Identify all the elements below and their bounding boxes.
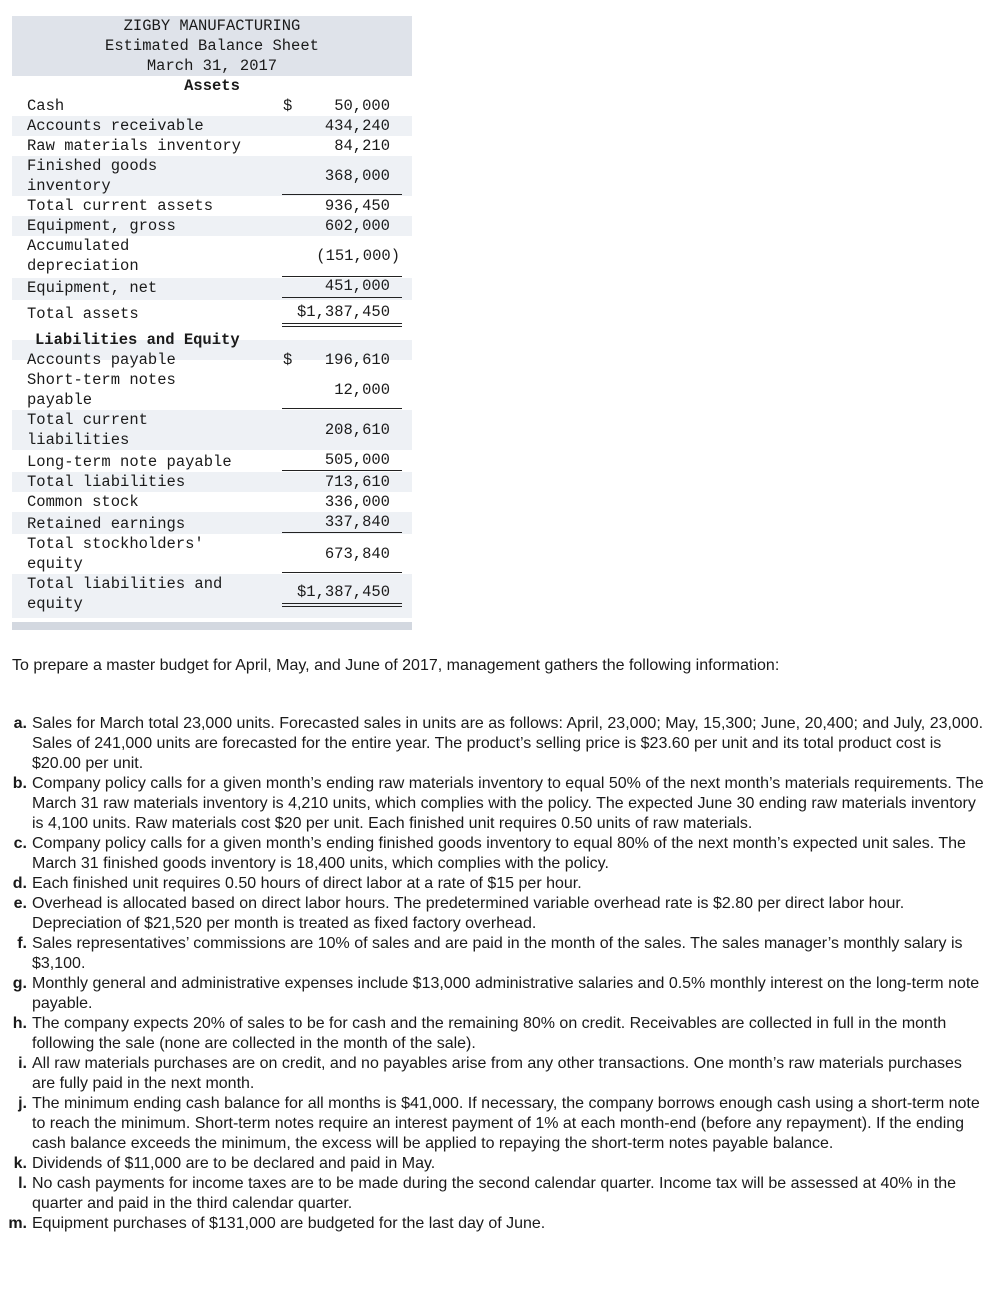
dollar-sign: $ xyxy=(283,351,293,369)
accounts-receivable-label: Accounts receivable xyxy=(27,117,204,135)
list-item-text: Overhead is allocated based on direct labor hours. The predetermined variable overhead rate is $2.80 per direct labor hour. Depreciation of $21,520 per month is treated as fixed factory overhead. xyxy=(32,895,905,932)
list-letter: a. xyxy=(13,715,27,732)
accumulated-depreciation-label-line1: Accumulated xyxy=(27,237,130,255)
list-letter: e. xyxy=(13,895,27,912)
list-letter: i. xyxy=(18,1055,27,1072)
list-item-k xyxy=(0,1154,985,1174)
table-bottom-bar xyxy=(12,622,412,630)
list-letter: g. xyxy=(12,975,27,992)
total-stockholders-equity-amount: 673,840 xyxy=(324,545,390,563)
list-item-text: Equipment purchases of $131,000 are budgeted for the last day of June. xyxy=(32,1215,546,1232)
total-current-assets-label: Total current assets xyxy=(27,197,214,215)
list-item-a xyxy=(0,714,985,774)
list-letter: h. xyxy=(12,1015,27,1032)
short-term-notes-label-line1: Short-term notes xyxy=(27,371,176,389)
total-assets-amount: $1,387,450 xyxy=(296,303,390,321)
list-letter: m. xyxy=(8,1215,27,1232)
underline xyxy=(282,532,402,533)
underline xyxy=(282,408,402,409)
common-stock-amount: 336,000 xyxy=(324,493,390,511)
list-item-d xyxy=(0,874,985,894)
common-stock-label: Common stock xyxy=(27,493,139,511)
list-item-h xyxy=(0,1014,985,1054)
cash-amount: 50,000 xyxy=(334,97,390,115)
total-assets-label: Total assets xyxy=(27,305,139,323)
accounts-payable-amount: 196,610 xyxy=(324,351,390,369)
long-term-note-amount: 505,000 xyxy=(324,451,390,469)
short-term-notes-label-line2: payable xyxy=(27,391,93,409)
equipment-gross-label: Equipment, gross xyxy=(27,217,176,235)
accumulated-depreciation-amount: (151,000) xyxy=(316,247,400,265)
list-item-i xyxy=(0,1054,985,1094)
total-liabilities-equity-amount: $1,387,450 xyxy=(296,583,390,601)
double-underline xyxy=(282,323,402,324)
information-list xyxy=(0,714,985,1234)
list-item-b xyxy=(0,774,985,834)
underline xyxy=(282,572,402,573)
list-letter: l. xyxy=(18,1175,27,1192)
raw-materials-amount: 84,210 xyxy=(334,137,390,155)
statement-title: Estimated Balance Sheet xyxy=(105,37,319,55)
list-item-text: Sales for March total 23,000 units. Forecasted sales in units are as follows: April, 23,000; May, 15,300; June, 20,400; and July, 23,000. Sales of 241,000 units are forecasted for the entire year. The product’s selling price is $23.60 per unit and its total product cost is $20.00 per unit. xyxy=(32,715,984,772)
accounts-receivable-amount: 434,240 xyxy=(324,117,390,135)
underline xyxy=(282,470,402,471)
list-item-text: All raw materials purchases are on credit, and no payables arise from any other transactions. One month’s raw materials purchases are fully paid in the next month. xyxy=(32,1055,962,1092)
list-letter: j. xyxy=(18,1095,27,1112)
list-item-e xyxy=(0,894,985,934)
liabilities-equity-heading: Liabilities and Equity xyxy=(35,331,240,349)
list-item-text: Dividends of $11,000 are to be declared and paid in May. xyxy=(32,1155,436,1172)
list-letter: f. xyxy=(17,935,27,952)
list-item-text: Company policy calls for a given month’s ending finished goods inventory to equal 80% of the next month’s expected unit sales. The March 31 finished goods inventory is 18,400 units, which complies with the policy. xyxy=(32,835,966,872)
list-item-text: Company policy calls for a given month’s ending raw materials inventory to equal 50% of the next month’s materials requirements. The March 31 raw materials inventory is 4,210 units, which complies with the policy. The expected June 30 ending raw materials inventory is 4,100 units. Raw materials cost $20 per unit. Each finished unit requires 0.50 units of raw materials. xyxy=(32,775,984,832)
equipment-gross-amount: 602,000 xyxy=(324,217,390,235)
cash-label: Cash xyxy=(27,97,65,115)
intro-text: To prepare a master budget for April, May, and June of 2017, management gathers the following information: xyxy=(12,657,780,674)
list-item-f xyxy=(0,934,985,974)
list-item-text: The company expects 20% of sales to be for cash and the remaining 80% on credit. Receivables are collected in full in the month following the sale (none are collected in the month of the sale). xyxy=(32,1015,947,1052)
list-item-j xyxy=(0,1094,985,1154)
finished-goods-amount: 368,000 xyxy=(324,167,390,185)
total-liabilities-label: Total liabilities xyxy=(27,473,186,491)
list-item-l xyxy=(0,1174,985,1214)
total-current-assets-amount: 936,450 xyxy=(324,197,390,215)
equipment-net-amount: 451,000 xyxy=(324,277,390,295)
double-underline xyxy=(282,606,402,607)
list-item-text: Each finished unit requires 0.50 hours of direct labor at a rate of $15 per hour. xyxy=(32,875,582,892)
list-item-m xyxy=(0,1214,985,1234)
accumulated-depreciation-label-line2: depreciation xyxy=(27,257,139,275)
underline xyxy=(282,194,402,195)
list-item-text: No cash payments for income taxes are to be made during the second calendar quarter. Income tax will be assessed at 40% in the quarter and paid in the third calendar quarter. xyxy=(32,1175,957,1212)
equipment-net-label: Equipment, net xyxy=(27,279,158,297)
total-liabilities-equity-label-line2: equity xyxy=(27,595,83,613)
assets-heading: Assets xyxy=(184,77,240,95)
total-current-liabilities-amount: 208,610 xyxy=(324,421,390,439)
dollar-sign: $ xyxy=(283,97,293,115)
list-item-text: The minimum ending cash balance for all months is $41,000. If necessary, the company borrows enough cash using a short-term note to reach the minimum. Short-term notes require an interest payment of 1% at each month-end (before any repayment). If the ending cash balance exceeds the minimum, the excess will be applied to repaying the short-term notes payable balance. xyxy=(32,1095,980,1152)
list-item-text: Monthly general and administrative expenses include $13,000 administrative salaries and 0.5% monthly interest on the long-term note payable. xyxy=(32,975,980,1012)
underline xyxy=(282,297,402,298)
total-stockholders-equity-label-line2: equity xyxy=(27,555,83,573)
balance-sheet xyxy=(12,16,412,630)
list-item-text: Sales representatives’ commissions are 10% of sales and are paid in the month of the sales. The sales manager’s monthly salary is $3,100. xyxy=(32,935,963,972)
finished-goods-label-line2: inventory xyxy=(27,177,111,195)
retained-earnings-label: Retained earnings xyxy=(27,515,186,533)
double-underline xyxy=(282,603,402,604)
raw-materials-label: Raw materials inventory xyxy=(27,137,241,155)
long-term-note-label: Long-term note payable xyxy=(27,453,232,471)
list-item-c xyxy=(0,834,985,874)
list-letter: d. xyxy=(12,875,27,892)
total-stockholders-equity-label-line1: Total stockholders' xyxy=(27,535,204,553)
total-liabilities-equity-label-line1: Total liabilities and xyxy=(27,575,223,593)
list-letter: b. xyxy=(12,775,27,792)
total-liabilities-amount: 713,610 xyxy=(324,473,390,491)
list-letter: k. xyxy=(13,1155,27,1172)
list-item-g xyxy=(0,974,985,1014)
total-current-liabilities-label-line2: liabilities xyxy=(27,431,130,449)
retained-earnings-amount: 337,840 xyxy=(324,513,390,531)
finished-goods-label-line1: Finished goods xyxy=(27,157,158,175)
short-term-notes-amount: 12,000 xyxy=(334,381,390,399)
statement-date: March 31, 2017 xyxy=(146,57,278,75)
double-underline xyxy=(282,326,402,327)
list-letter: c. xyxy=(13,835,27,852)
accounts-payable-label: Accounts payable xyxy=(27,351,176,369)
company-name: ZIGBY MANUFACTURING xyxy=(123,17,301,35)
total-current-liabilities-label-line1: Total current xyxy=(27,411,148,429)
